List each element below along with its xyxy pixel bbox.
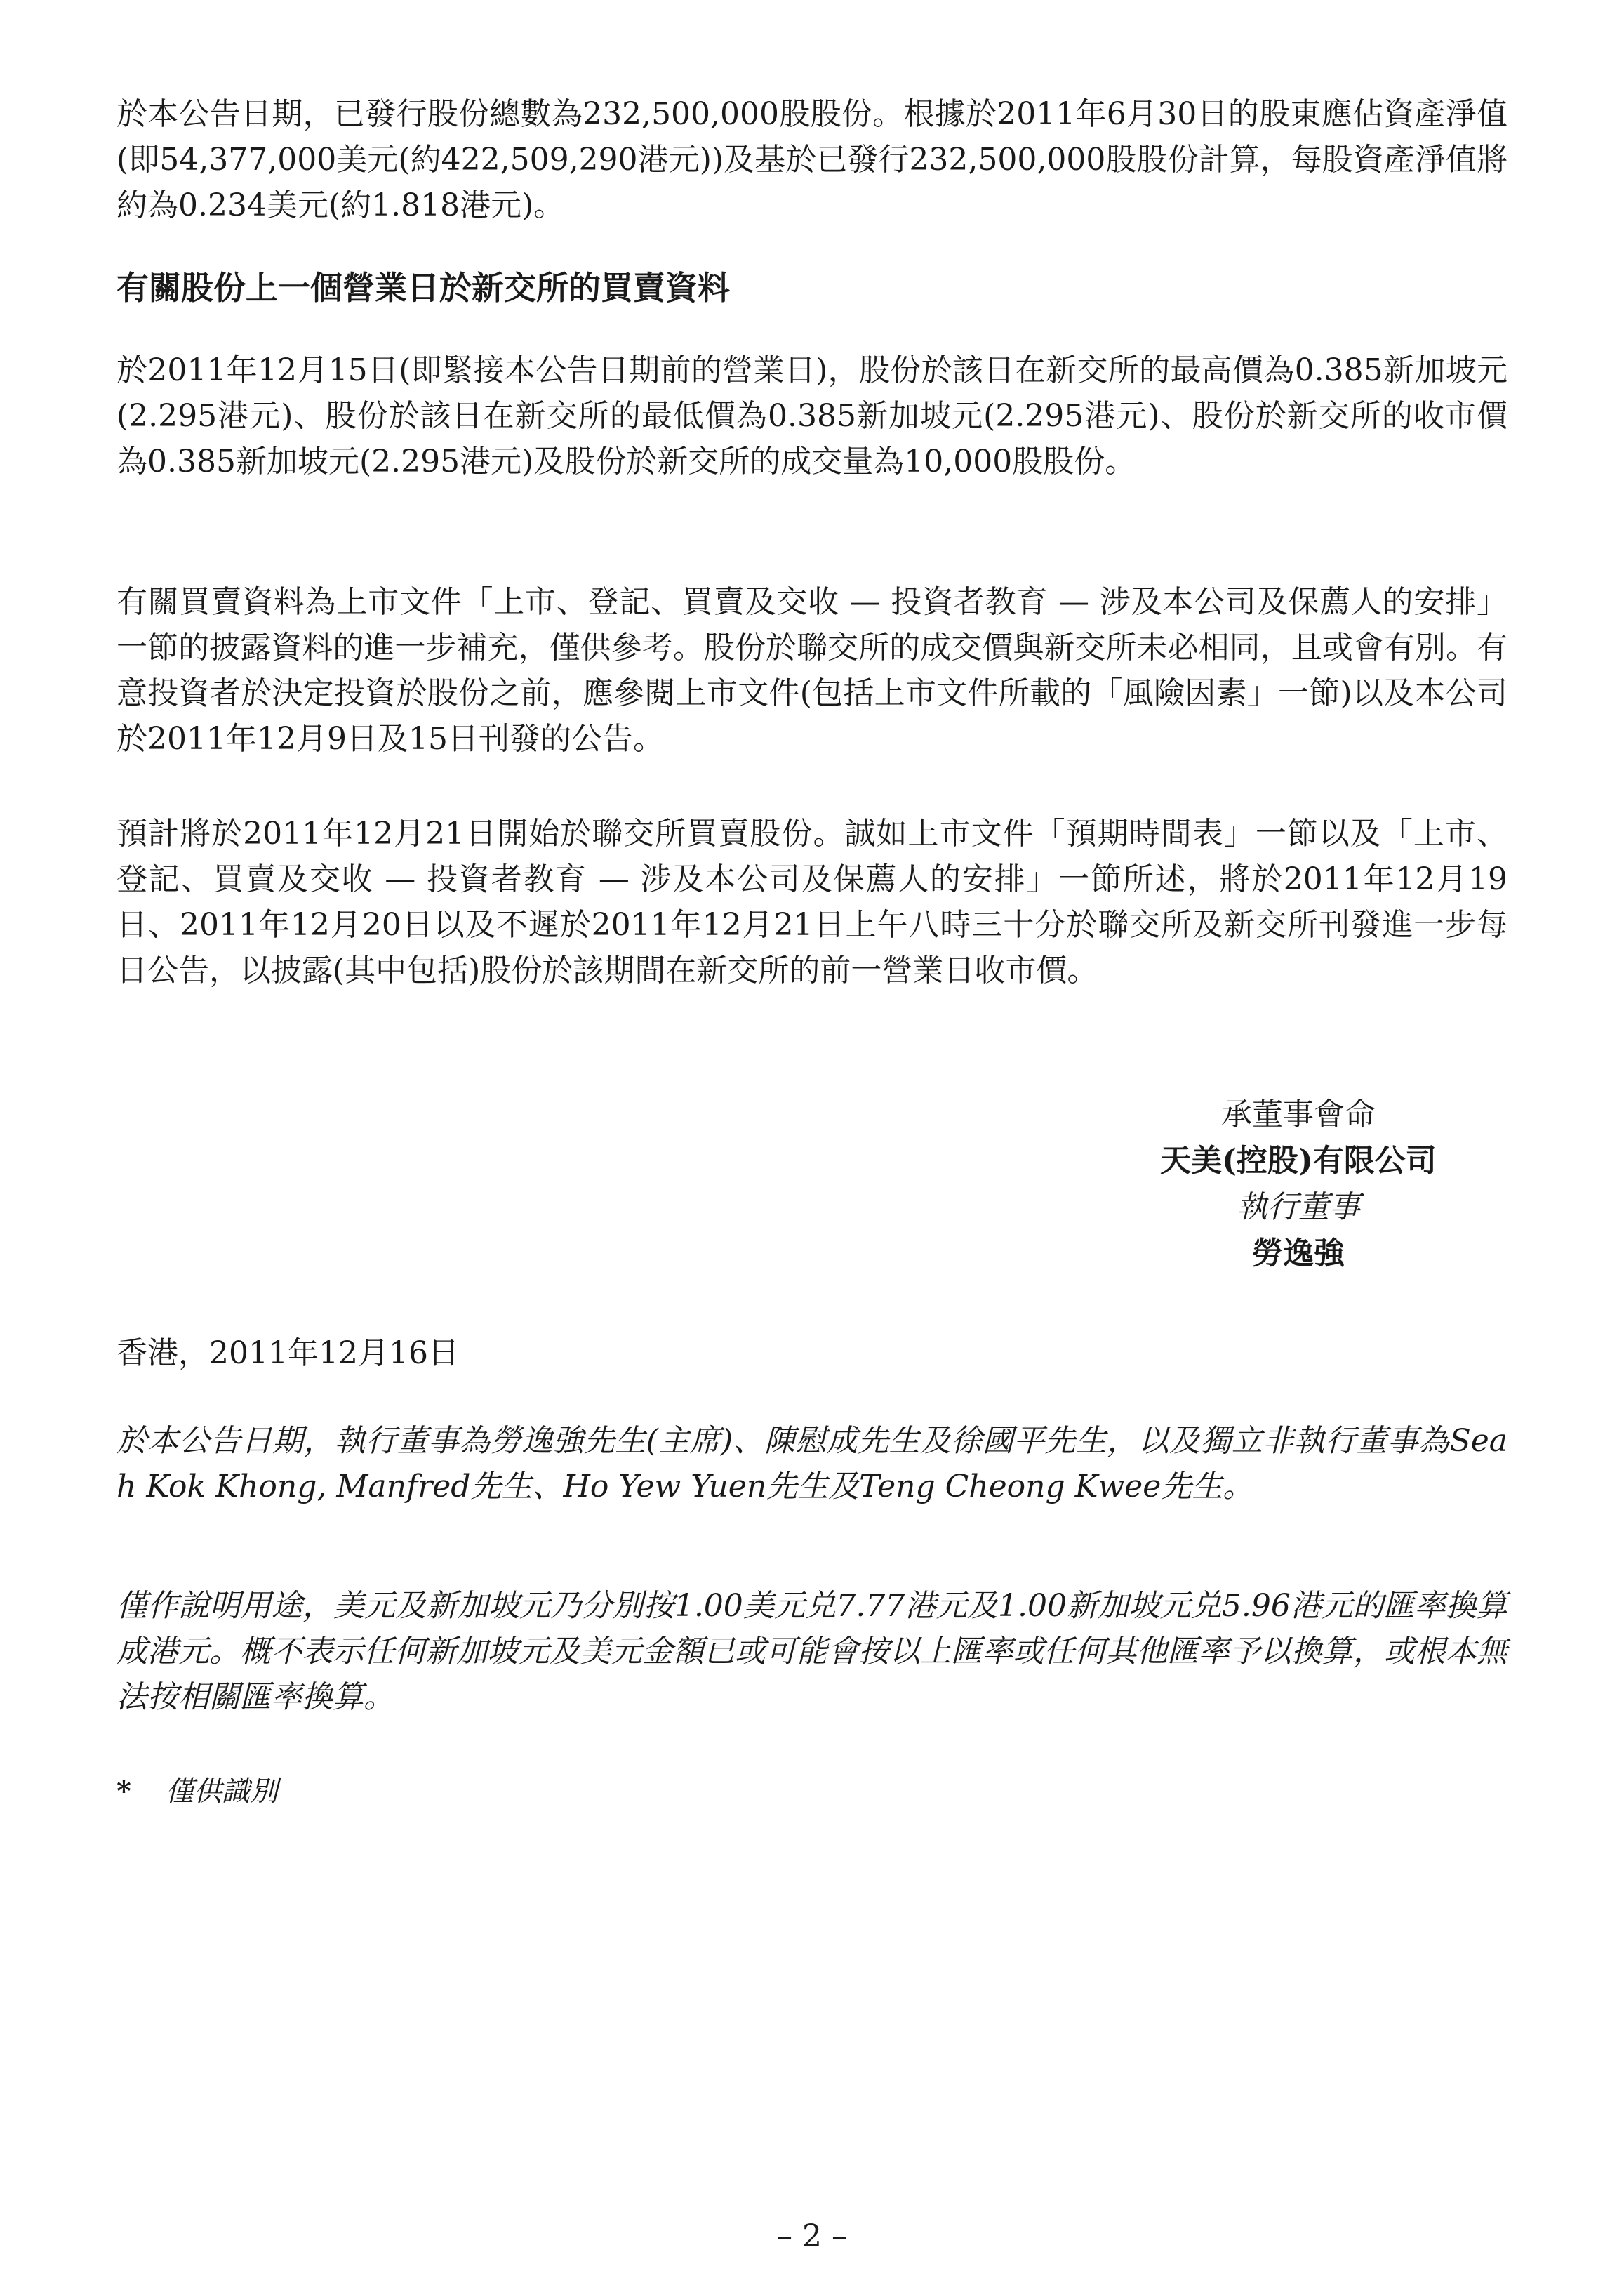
place-date: 香港，2011年12月16日 — [117, 1335, 459, 1371]
signature-order-line: 承董事會命 — [1221, 1097, 1376, 1132]
footnote — [117, 1769, 278, 1809]
section-heading: 有關股份上一個營業日於新交所的買賣資料 — [117, 269, 730, 307]
signature-title: 執行董事 — [1237, 1189, 1360, 1225]
footnote-text: 僅供識別 — [166, 1775, 278, 1808]
signature-block — [1053, 1092, 1544, 1277]
signature-company: 天美(控股)有限公司 — [1160, 1143, 1437, 1179]
signature-name: 勞逸強 — [1252, 1236, 1345, 1271]
paragraph-reference-note: 有關買賣資料為上市文件「上市、登記、買賣及交收 — 投資者教育 — 涉及本公司及保薦人的安排」一節的披露資料的進一步補充，僅供參考。股份於聯交所的成交價與新交所未必相同，且或會有別。有意投資者於決定投資於股份之前，應參閱上市文件(包括上市文件所載的「風險因素」一節)以及本公司於2011年12月9日及15日刊發的公告。 — [117, 584, 1507, 757]
exchange-rate-note: 僅作說明用途，美元及新加坡元乃分別按1.00美元兑7.77港元及1.00新加坡元兑5.96港元的匯率換算成港元。概不表示任何新加坡元及美元金額已或可能會按以上匯率或任何其他匯率予以換算，或根本無法按相關匯率換算。 — [117, 1588, 1507, 1715]
paragraph-trading-info: 於2011年12月15日(即緊接本公告日期前的營業日)，股份於該日在新交所的最高價為0.385新加坡元(2.295港元)、股份於該日在新交所的最低價為0.385新加坡元(2.295港元)、股份於新交所的收市價為0.385新加坡元(2.295港元)及股份於新交所的成交量為10,000股股份。 — [117, 352, 1507, 479]
directors-note: 於本公告日期，執行董事為勞逸強先生(主席)、陳慰成先生及徐國平先生，以及獨立非執行董事為Seah Kok Khong, Manfred先生、Ho Yew Yuen先生及Teng Cheong Kwee先生。 — [117, 1423, 1507, 1504]
paragraph-share-capital: 於本公告日期，已發行股份總數為232,500,000股股份。根據於2011年6月30日的股東應佔資產淨值(即54,377,000美元(約422,509,290港元))及基於已發行232,500,000股股份計算，每股資產淨值將約為0.234美元(約1.818港元)。 — [117, 96, 1507, 223]
paragraph-dealing-schedule: 預計將於2011年12月21日開始於聯交所買賣股份。誠如上市文件「預期時間表」一節以及「上市、登記、買賣及交收 — 投資者教育 — 涉及本公司及保薦人的安排」一節所述，將於2011年12月19日、2011年12月20日以及不遲於2011年12月21日上午八時三十分於聯交所及新交所刊發進一步每日公告，以披露(其中包括)股份於該期間在新交所的前一營業日收市價。 — [117, 816, 1507, 988]
page-number: – 2 – — [777, 2218, 847, 2254]
footnote-mark: * — [117, 1775, 131, 1808]
